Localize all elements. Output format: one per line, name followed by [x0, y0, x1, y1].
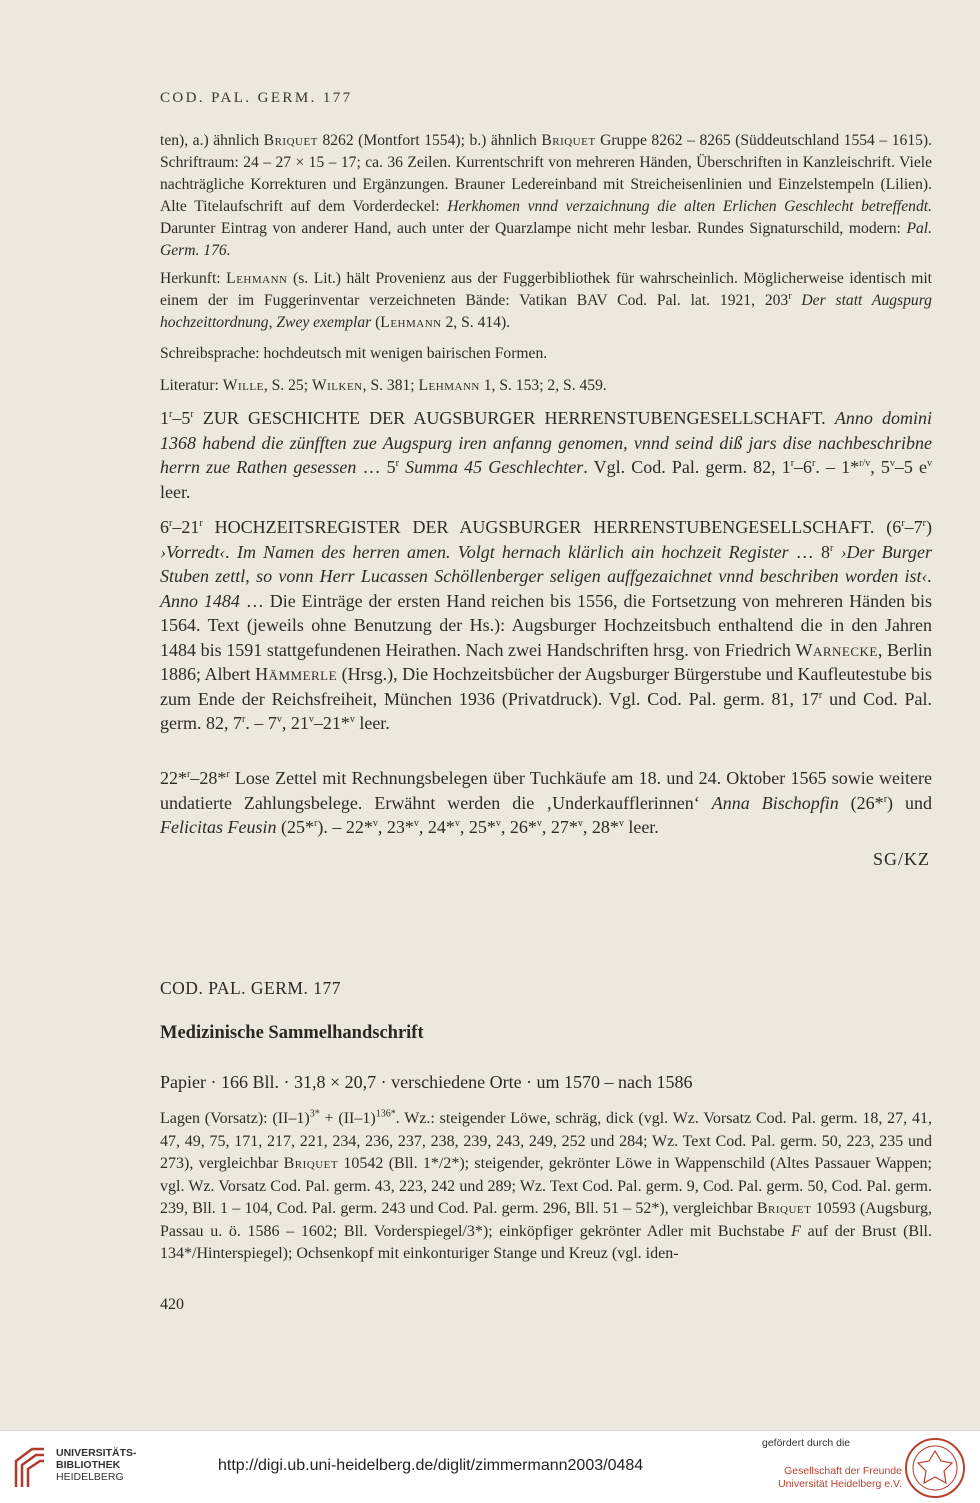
section-22r-28r: 22*$^r$–28*$^r$ Lose Zettel mit Rechnungsbelegen über Tuchkäufe am 18. und 24. Oktober 1565 sowie weitere undatierte Zahlungsbelege. Erwähnt werden die ‚Underkaufflerinnen‘ Anna Bischopfin (26*$^r$) und Felicitas Feusin (25*$^r$). – 22*$^v$, 23*$^v$, 24*$^v$, 25*$^v$, 26*$^v$, 27*$^v$, 28*$^v$ leer.: [160, 768, 932, 837]
entry-format: Papier · 166 Bll. · 31,8 × 20,7 · verschiedene Orte · um 1570 – nach 1586: [160, 1072, 693, 1092]
entry-subtitle: Medizinische Sammelhandschrift: [160, 1023, 424, 1043]
ub-logo-icon: [10, 1443, 50, 1491]
section-6r-21r: 6$^r$–21$^r$ HOCHZEITSREGISTER DER AUGSBURGER HERRENSTUBENGESELLSCHAFT. (6$^r$–7$^r$) ›Vorredt‹. Im Namen des herren amen. Volgt hernach klärlich ain hochzeit Register … 8$^r$ ›Der Burger Stuben zettl, so vonn Herr Lucassen Schöllenberger seligen auffgezaichnet vnnd beschriben worden ist‹. Anno 1484 … Die Einträge der ersten Hand reichen bis 1556, die Fortsetzung von mehreren Händen bis 1564. Text (jeweils ohne Benutzung der Hs.): Augsburger Hochzeitsbuch enthaltend die in den Jahren 1484 bis 1591 stattgefundenen Heirathen. Nach zwei Handschriften hrsg. von Friedrich Warnecke, Berlin 1886; Albert Hämmerle (Hrsg.), Die Hochzeitsbücher der Augsburger Bürgerstube und Kaufleutestube bis zum Ende der Reichsfreiheit, München 1936 (Privatdruck). Vgl. Cod. Pal. germ. 81, 17$^r$ und Cod. Pal. germ. 82, 7$^r$. – 7$^v$, 21$^v$–21*$^v$ leer.: [160, 517, 933, 733]
page-number: 420: [160, 1296, 184, 1313]
sponsor-name: Gesellschaft der Freunde Universität Heidelberg e.V.: [778, 1465, 902, 1490]
paragraph-schreibsprache: Schreibsprache: hochdeutsch mit wenigen bairischen Formen.: [160, 345, 548, 362]
paragraph-literatur: Literatur: Wille, S. 25; Wilken, S. 381; Lehmann 1, S. 153; 2, S. 459.: [160, 377, 607, 394]
university-seal-icon: [904, 1437, 966, 1499]
paragraph-description: ten), a.) ähnlich Briquet 8262 (Montfort 1554); b.) ähnlich Briquet Gruppe 8262 – 8265 (Süddeutschland 1554 – 1615). Schriftraum: 24 – 27 × 15 – 17; ca. 36 Zeilen. Kurrentschrift von mehreren Händen, Überschriften in Kanzleischrift. Viele nachträgliche Korrekturen und Ergänzungen. Brauner Ledereinband mit Streicheisenlinien und Einzelstempeln (Lilien). Alte Titelaufschrift auf dem Vorderdeckel: Herkhomen vnnd verzaichnung die alten Erlichen Geschlecht betreffendt. Darunter Eintrag von anderer Hand, auch unter der Quarzlampe nicht mehr lesbar. Rundes Signaturschild, modern: Pal. Germ. 176.: [160, 132, 933, 259]
entry-title: COD. PAL. GERM. 177: [160, 978, 341, 998]
library-name: UNIVERSITÄTS- BIBLIOTHEK HEIDELBERG: [56, 1447, 137, 1483]
sponsor-note: gefördert durch die: [762, 1437, 851, 1449]
permalink-url[interactable]: http://digi.ub.uni-heidelberg.de/diglit/zimmermann2003/0484: [218, 1457, 644, 1474]
paragraph-lagen: Lagen (Vorsatz): $(II-1)^{3*} + (II-1)^{136*}$. Wz.: steigender Löwe, schräg, dick (vgl. Wz. Vorsatz Cod. Pal. germ. 18, 27, 41, 47, 49, 75, 171, 217, 221, 234, 236, 237, 238, 239, 243, 249, 252 und 284; Wz. Text Cod. Pal. germ. 50, 223, 235 und 273), vergleichbar Briquet 10542 (Bll. 1*/2*); steigender, gekrönter Löwe in Wappenschild (Altes Passauer Wappen; vgl. Wz. Vorsatz Cod. Pal. germ. 43, 223, 242 und 289; Wz. Text Cod. Pal. germ. 9, Cod. Pal. germ. 50, Cod. Pal. germ. 239, Bll. 1 – 104, Cod. Pal. germ. 243 und Cod. Pal. germ. 296, Bll. 51 – 52*), vergleichbar Briquet 10593 (Augsburg, Passau u. ö. 1586 – 1602; Bll. Vorderspiegel/3*); einköpfiger gekrönter Adler mit Buchstabe F auf der Brust (Bll. 134*/Hinterspiegel); Ochsenkopf mit einkonturiger Stange und Kreuz (vgl. iden-: [160, 1108, 932, 1262]
footer-bar: [0, 1430, 980, 1503]
running-head: COD. PAL. GERM. 177: [160, 90, 353, 106]
paragraph-herkunft: Herkunft: Lehmann (s. Lit.) hält Provenienz aus der Fuggerbibliothek für wahrscheinlich. Möglicherweise identisch mit einem der im Fuggerinventar verzeichneten Bände: Vatikan BAV Cod. Pal. lat. 1921, 203$^r$ Der statt Augspurg hochzeittordnung, Zwey exemplar (Lehmann 2, S. 414).: [160, 270, 932, 331]
section-1r-5r: 1$^r$–5$^r$ ZUR GESCHICHTE DER AUGSBURGER HERRENSTUBENGESELLSCHAFT. Anno domini 1368 habend die zünfften zue Augspurg iren anfanng genomen, vnnd seind diß jars dise nachbeschribne herrn zue Rathen gesessen … 5$^r$ Summa 45 Geschlechter. Vgl. Cod. Pal. germ. 82, 1$^r$–6$^r$. – 1*$^{r/v}$, 5$^v$–5 $e^v$ leer.: [160, 408, 932, 502]
author-signature: SG/KZ: [872, 849, 930, 869]
